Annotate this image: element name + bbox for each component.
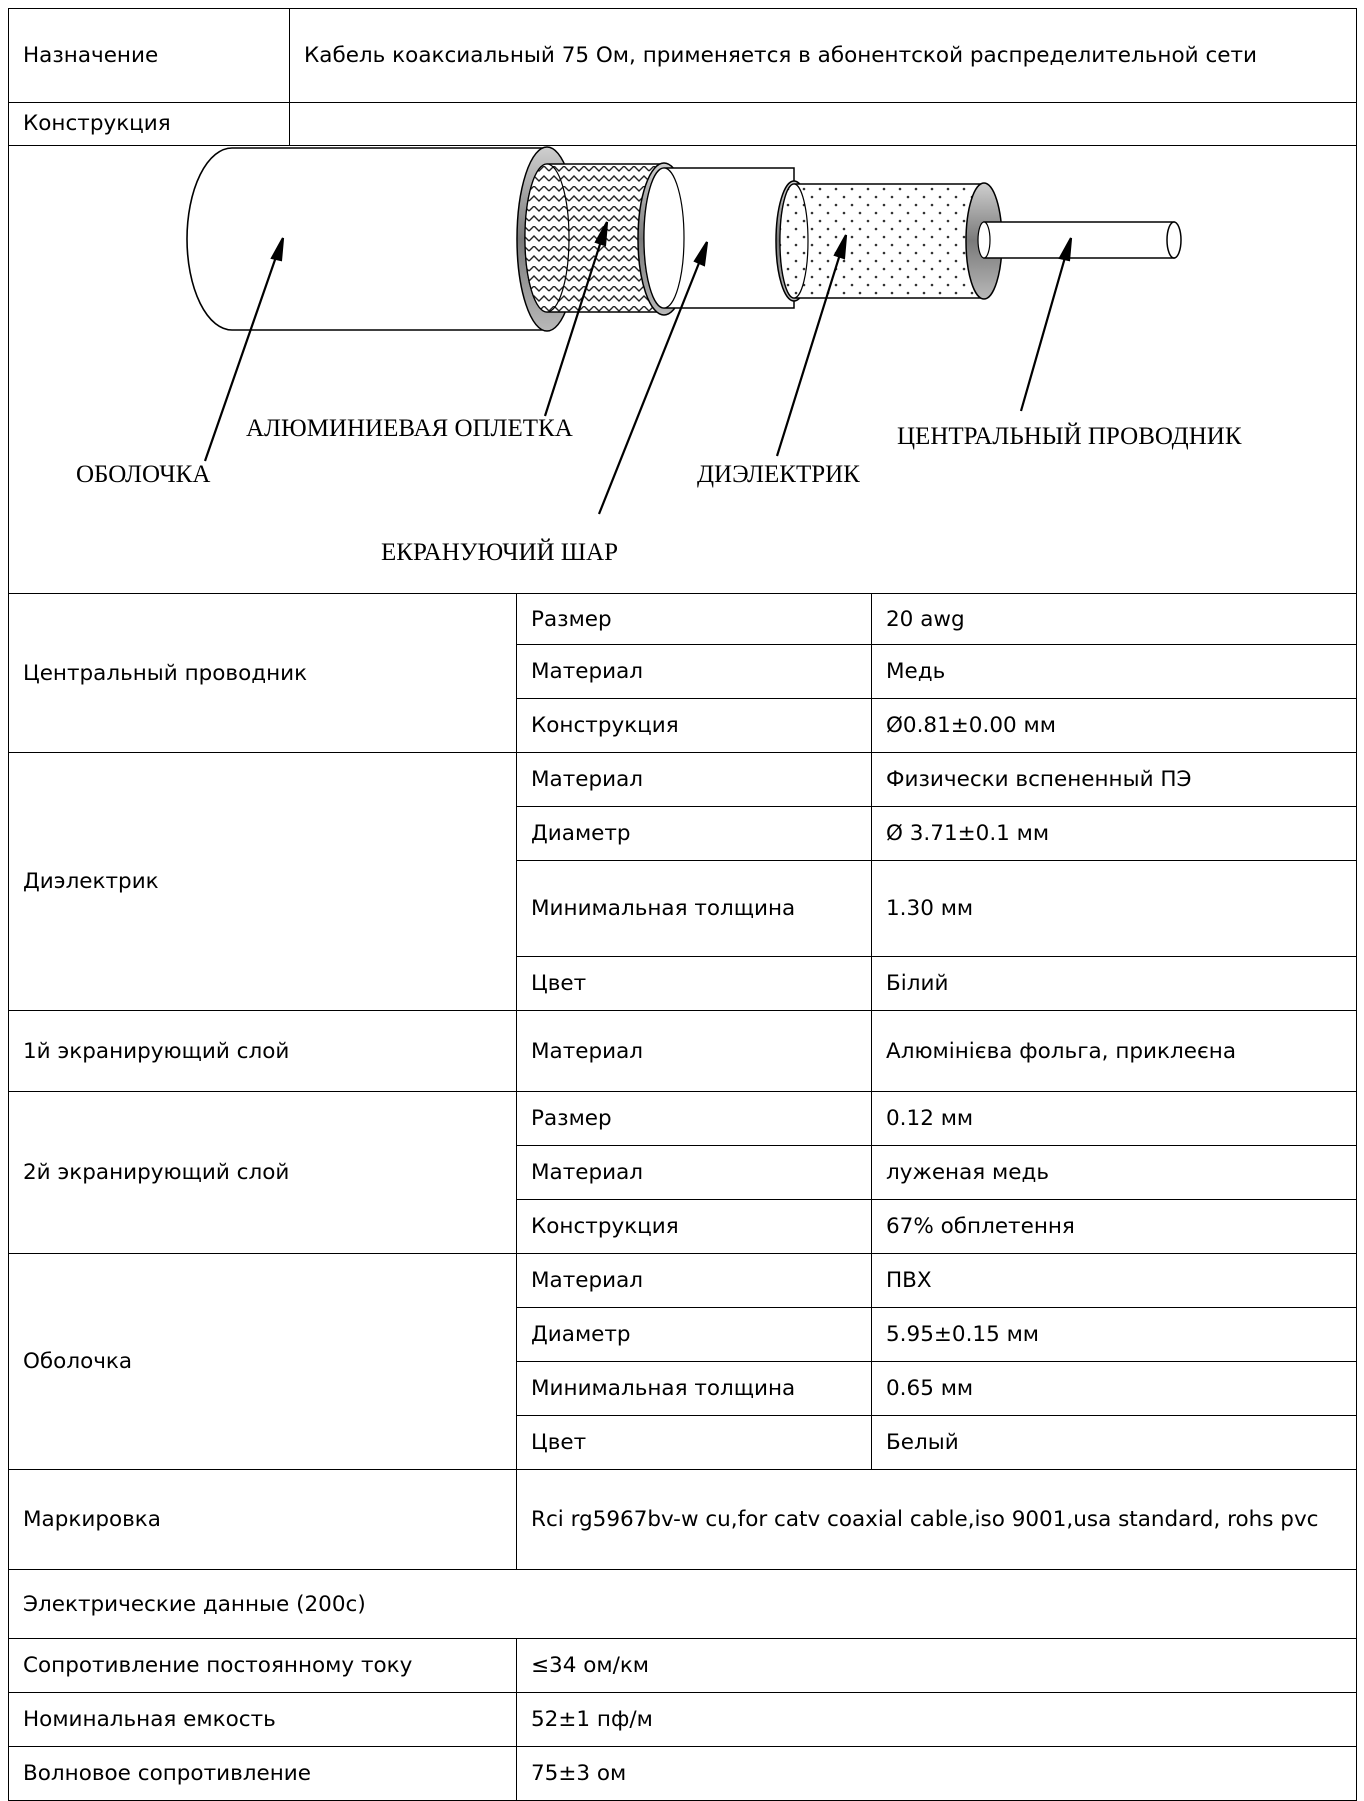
marking-label: Маркировка <box>9 1470 517 1570</box>
param-cell: Минимальная толщина <box>517 861 872 957</box>
value-cell: 75±3 ом <box>517 1747 1357 1801</box>
table-row <box>9 1011 1357 1092</box>
param-cell: Волновое сопротивление <box>9 1747 517 1801</box>
group-shield1: 1й экранирующий слой <box>9 1011 517 1092</box>
conductor-layer <box>978 222 1181 258</box>
param-cell: Цвет <box>517 957 872 1011</box>
diagram-row <box>9 146 1357 594</box>
label-conductor: ЦЕНТРАЛЬНЫЙ ПРОВОДНИК <box>897 423 1242 450</box>
dielectric-layer <box>776 181 1002 301</box>
table-row <box>9 1470 1357 1570</box>
group-jacket: Оболочка <box>9 1254 517 1470</box>
diagram-cell <box>9 146 1357 594</box>
param-cell: Размер <box>517 1092 872 1146</box>
label-braid: АЛЮМИНИЕВАЯ ОПЛЕТКА <box>246 415 573 442</box>
value-cell: 0.12 мм <box>872 1092 1357 1146</box>
table-row <box>9 1639 1357 1693</box>
table-row <box>9 1570 1357 1639</box>
purpose-label: Назначение <box>9 9 290 103</box>
param-cell: Материал <box>517 753 872 807</box>
value-cell: Алюмінієва фольга, приклеєна <box>872 1011 1357 1092</box>
table-row <box>9 1092 1357 1146</box>
construction-value <box>290 103 1357 146</box>
param-cell: Конструкция <box>517 1200 872 1254</box>
table-row <box>9 1254 1357 1308</box>
value-cell: Белый <box>872 1416 1357 1470</box>
electrical-title: Электрические данные (200c) <box>9 1570 1357 1639</box>
value-cell: 67% обплетення <box>872 1200 1357 1254</box>
param-cell: Материал <box>517 1254 872 1308</box>
value-cell: Физически вспененный ПЭ <box>872 753 1357 807</box>
group-conductor: Центральный проводник <box>9 594 517 753</box>
value-cell: Білий <box>872 957 1357 1011</box>
param-cell: Размер <box>517 594 872 645</box>
spec-sheet <box>8 8 1356 1801</box>
label-shield: ЕКРАНУЮЧИЙ ШАР <box>381 539 618 566</box>
construction-label: Конструкция <box>9 103 290 146</box>
marking-value: Rci rg5967bv-w cu,for catv coaxial cable,iso 9001,usa standard, rohs pvc <box>517 1470 1357 1570</box>
coax-cable-diagram <box>9 146 1355 584</box>
value-cell: 0.65 мм <box>872 1362 1357 1416</box>
value-cell: 1.30 мм <box>872 861 1357 957</box>
param-cell: Диаметр <box>517 807 872 861</box>
param-cell: Конструкция <box>517 699 872 753</box>
value-cell: Ø 3.71±0.1 мм <box>872 807 1357 861</box>
param-cell: Номинальная емкость <box>9 1693 517 1747</box>
value-cell: 5.95±0.15 мм <box>872 1308 1357 1362</box>
table-row <box>9 753 1357 807</box>
value-cell: 20 awg <box>872 594 1357 645</box>
value-cell: ПВХ <box>872 1254 1357 1308</box>
param-cell: Материал <box>517 645 872 699</box>
shield-layer <box>638 163 794 315</box>
table-row <box>9 594 1357 645</box>
value-cell: Медь <box>872 645 1357 699</box>
spec-table <box>8 8 1357 1801</box>
purpose-row <box>9 9 1357 103</box>
value-cell: луженая медь <box>872 1146 1357 1200</box>
value-cell: Ø0.81±0.00 мм <box>872 699 1357 753</box>
param-cell: Диаметр <box>517 1308 872 1362</box>
value-cell: ≤34 ом/км <box>517 1639 1357 1693</box>
label-dielectric: ДИЭЛЕКТРИК <box>697 461 860 488</box>
param-cell: Сопротивление постоянному току <box>9 1639 517 1693</box>
group-dielectric: Диэлектрик <box>9 753 517 1011</box>
table-row <box>9 1747 1357 1801</box>
param-cell: Минимальная толщина <box>517 1362 872 1416</box>
group-shield2: 2й экранирующий слой <box>9 1092 517 1254</box>
label-jacket: ОБОЛОЧКА <box>76 461 211 488</box>
param-cell: Материал <box>517 1146 872 1200</box>
param-cell: Материал <box>517 1011 872 1092</box>
purpose-value: Кабель коаксиальный 75 Ом, применяется в абонентской распределительной сети <box>290 9 1357 103</box>
table-row <box>9 1693 1357 1747</box>
value-cell: 52±1 пф/м <box>517 1693 1357 1747</box>
jacket-layer <box>187 148 547 330</box>
construction-row <box>9 103 1357 146</box>
param-cell: Цвет <box>517 1416 872 1470</box>
